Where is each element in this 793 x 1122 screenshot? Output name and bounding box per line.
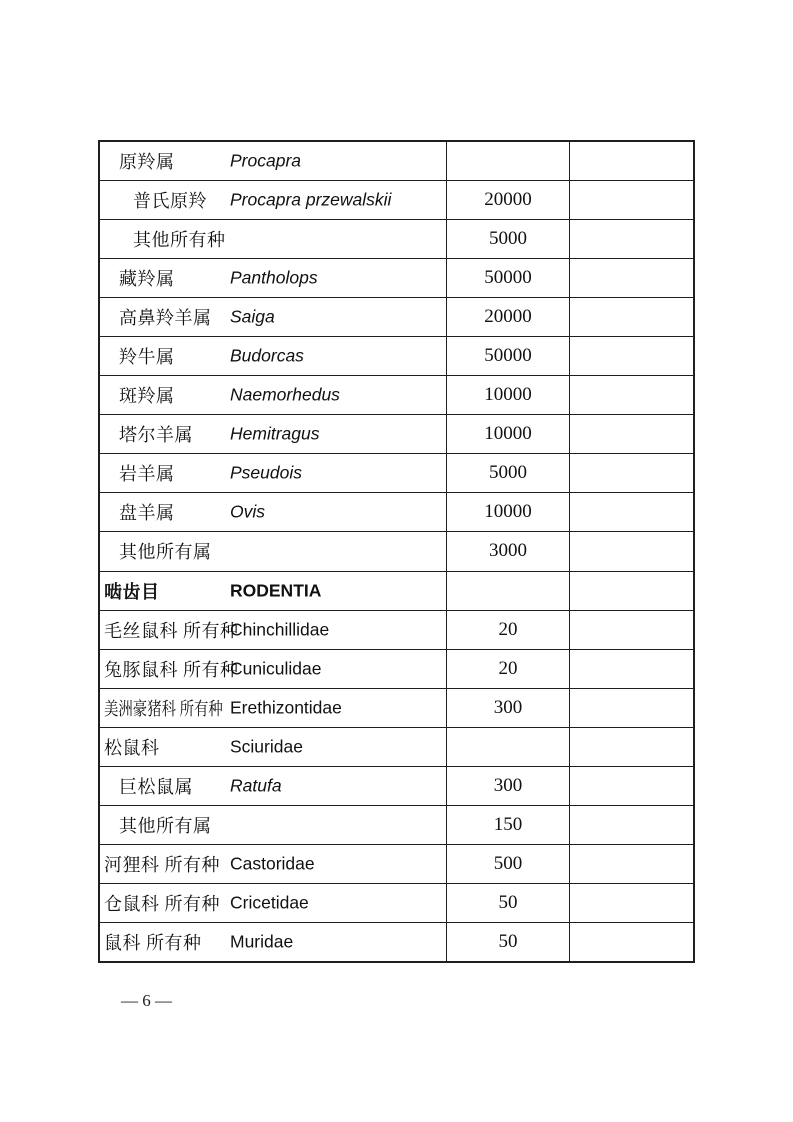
cell-remarks [570,572,693,610]
cell-quota-quantity: 50000 [446,259,570,297]
table-row [100,806,693,845]
cell-name [100,572,446,610]
table-row [100,493,693,532]
cell-quota-quantity: 300 [446,767,570,805]
cell-remarks [570,493,693,531]
table-row [100,415,693,454]
quota-table [98,140,695,963]
cell-name [100,532,446,570]
chinese-name: 原羚属 [119,152,175,173]
cell-remarks [570,767,693,805]
latin-name: Saiga [230,306,275,327]
chinese-name: 普氏原羚 [133,191,207,212]
table-row [100,181,693,220]
table-row [100,572,693,611]
latin-name: Cricetidae [230,892,309,913]
cell-name [100,259,446,297]
table-row [100,454,693,493]
latin-name: Ovis [230,501,265,522]
cell-quota-quantity: 3000 [446,532,570,570]
cell-remarks [570,845,693,883]
table-row [100,650,693,689]
cell-name [100,454,446,492]
cell-remarks [570,923,693,961]
cell-quota-quantity: 5000 [446,220,570,258]
latin-name: Ratufa [230,775,282,796]
chinese-name: 松鼠科 [104,737,160,758]
cell-name [100,493,446,531]
cell-remarks [570,181,693,219]
table-row [100,259,693,298]
cell-remarks [570,611,693,649]
cell-remarks [570,337,693,375]
cell-remarks [570,532,693,570]
cell-remarks [570,728,693,766]
latin-name: Muridae [230,931,294,952]
table-row [100,142,693,181]
latin-name: Chinchillidae [230,619,330,640]
table-row [100,845,693,884]
latin-name: Naemorhedus [230,384,340,405]
cell-remarks [570,689,693,727]
cell-name [100,611,446,649]
cell-quota-quantity [446,572,570,610]
table-row [100,220,693,259]
cell-quota-quantity: 20 [446,611,570,649]
cell-remarks [570,298,693,336]
cell-name [100,650,446,688]
cell-name [100,923,446,961]
latin-name: Erethizontidae [230,697,342,718]
cell-remarks [570,884,693,922]
table-row [100,884,693,923]
chinese-name: 兔豚鼠科 所有种 [104,659,239,680]
cell-quota-quantity: 50 [446,923,570,961]
cell-name [100,728,446,766]
table-row [100,532,693,571]
cell-quota-quantity [446,142,570,180]
cell-quota-quantity: 300 [446,689,570,727]
table-row [100,923,693,961]
latin-name: Cuniculidae [230,658,322,679]
latin-name: Procapra [230,150,302,171]
table-row [100,337,693,376]
cell-quota-quantity: 5000 [446,454,570,492]
table-row [100,376,693,415]
chinese-name: 其他所有属 [119,542,212,563]
cell-quota-quantity: 10000 [446,493,570,531]
chinese-name: 盘羊属 [119,503,175,524]
cell-quota-quantity: 10000 [446,376,570,414]
table-row [100,689,693,728]
latin-name: Pantholops [230,267,318,288]
chinese-name: 啮齿目 [104,581,160,602]
chinese-name: 河狸科 所有种 [104,854,220,875]
cell-remarks [570,259,693,297]
cell-quota-quantity: 20 [446,650,570,688]
cell-remarks [570,454,693,492]
cell-name [100,220,446,258]
cell-remarks [570,806,693,844]
cell-remarks [570,650,693,688]
cell-quota-quantity: 50 [446,884,570,922]
cell-name [100,376,446,414]
cell-name [100,298,446,336]
chinese-name: 毛丝鼠科 所有种 [104,620,239,641]
cell-name [100,689,446,727]
chinese-name: 岩羊属 [119,464,175,485]
cell-name [100,767,446,805]
cell-name [100,884,446,922]
chinese-name: 高鼻羚羊属 [119,308,212,329]
cell-name [100,806,446,844]
cell-quota-quantity: 20000 [446,298,570,336]
latin-name: Castoridae [230,853,315,874]
cell-quota-quantity [446,728,570,766]
cell-name [100,415,446,453]
cell-remarks [570,376,693,414]
chinese-name: 美洲豪猪科 所有种 [104,698,223,719]
cell-quota-quantity: 150 [446,806,570,844]
cell-quota-quantity: 50000 [446,337,570,375]
chinese-name: 仓鼠科 所有种 [104,893,220,914]
table-row [100,728,693,767]
latin-name: Pseudois [230,462,302,483]
latin-name: RODENTIA [230,580,322,601]
cell-remarks [570,220,693,258]
cell-quota-quantity: 500 [446,845,570,883]
chinese-name: 塔尔羊属 [119,425,193,446]
cell-remarks [570,415,693,453]
chinese-name: 其他所有种 [133,230,226,251]
cell-name [100,142,446,180]
cell-name [100,181,446,219]
chinese-name: 藏羚属 [119,269,175,290]
cell-quota-quantity: 20000 [446,181,570,219]
cell-remarks [570,142,693,180]
chinese-name: 鼠科 所有种 [104,932,202,953]
table-row [100,767,693,806]
table-row [100,298,693,337]
chinese-name: 斑羚属 [119,386,175,407]
chinese-name: 羚牛属 [119,347,175,368]
latin-name: Sciuridae [230,736,303,757]
cell-name [100,337,446,375]
chinese-name: 巨松鼠属 [119,776,193,797]
cell-quota-quantity: 10000 [446,415,570,453]
latin-name: Procapra przewalskii [230,189,392,210]
latin-name: Hemitragus [230,423,320,444]
table-row [100,611,693,650]
latin-name: Budorcas [230,345,304,366]
page-number: — 6 — [121,991,172,1010]
chinese-name: 其他所有属 [119,815,212,836]
cell-name [100,845,446,883]
